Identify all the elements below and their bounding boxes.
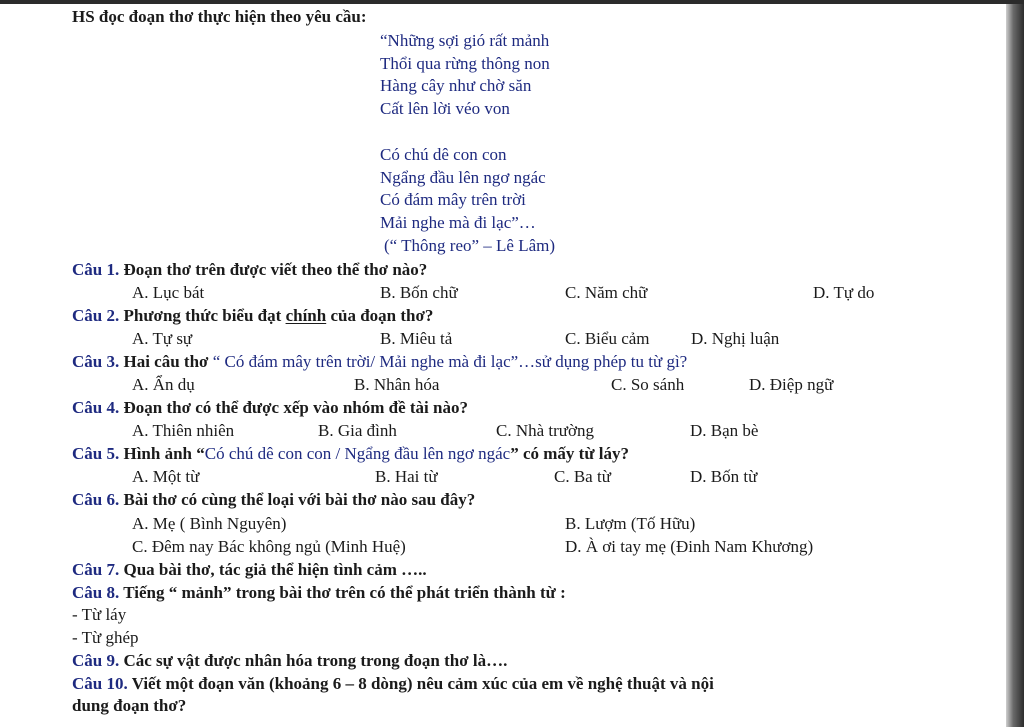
question-2 xyxy=(72,306,433,326)
question-label: Câu 9. xyxy=(72,651,120,670)
question-label: Câu 8. xyxy=(72,583,120,602)
question-text: Phương thức biểu đạt xyxy=(123,306,286,325)
option: C. Đêm nay Bác không ngủ (Minh Huệ) xyxy=(132,537,406,556)
option: D. Bạn bè xyxy=(690,421,759,440)
option: A. Lục bát xyxy=(132,283,205,302)
document-page xyxy=(0,4,1006,727)
poem-line: Hàng cây như chờ săn xyxy=(380,76,532,95)
question-7 xyxy=(72,560,427,580)
question-text: Hình ảnh “ xyxy=(123,444,205,463)
question-text: Đoạn thơ trên được viết theo thể thơ nào? xyxy=(123,260,428,279)
poem-line: Mải nghe mà đi lạc”… xyxy=(380,213,536,232)
question-9 xyxy=(72,651,507,671)
question-quote: Có chú dê con con / Ngẩng đầu lên ngơ ngác xyxy=(204,444,511,463)
poem-line: Có đám mây trên trời xyxy=(380,190,526,209)
option: C. Nhà trường xyxy=(496,421,594,440)
page-edge-shadow xyxy=(1006,4,1024,727)
option: B. Hai từ xyxy=(375,467,438,486)
question-text-continued: dung đoạn thơ? xyxy=(72,696,187,715)
question-6 xyxy=(72,490,475,510)
option: C. Năm chữ xyxy=(565,283,648,302)
option: B. Miêu tả xyxy=(380,329,453,348)
question-text: Hai câu thơ xyxy=(123,352,213,371)
question-label: Câu 6. xyxy=(72,490,120,509)
question-label: Câu 1. xyxy=(72,260,120,279)
question-4 xyxy=(72,398,468,418)
question-quote: “ Có đám mây trên trời/ Mải nghe mà đi lạc”…sử dụng phép tu từ gì? xyxy=(212,352,688,371)
question-text-underlined: chính xyxy=(285,306,327,325)
poem-line: Thổi qua rừng thông non xyxy=(380,54,550,73)
option: B. Lượm (Tố Hữu) xyxy=(565,514,696,533)
question-1 xyxy=(72,260,427,280)
option: D. Điệp ngữ xyxy=(749,375,834,394)
question-text: Các sự vật được nhân hóa trong trong đoạn thơ là…. xyxy=(123,651,508,670)
option: B. Gia đình xyxy=(318,421,397,440)
poem-line: Cất lên lời véo von xyxy=(380,99,510,118)
question-text: Bài thơ có cùng thể loại với bài thơ nào sau đây? xyxy=(123,490,476,509)
question-text: Viết một đoạn văn (khoảng 6 – 8 dòng) nêu cảm xúc của em về nghệ thuật và nội xyxy=(131,674,714,693)
question-8 xyxy=(72,583,566,603)
option: A. Ẩn dụ xyxy=(132,375,195,394)
question-text: Qua bài thơ, tác giả thể hiện tình cảm ….. xyxy=(123,560,427,579)
option: B. Bốn chữ xyxy=(380,283,458,302)
question-text: của đoạn thơ? xyxy=(326,306,434,325)
option: D. Nghị luận xyxy=(691,329,780,348)
question-3 xyxy=(72,352,687,372)
option: D. Tự do xyxy=(813,283,875,302)
option: A. Thiên nhiên xyxy=(132,421,235,440)
poem-line: “Những sợi gió rất mảnh xyxy=(380,31,550,50)
question-label: Câu 3. xyxy=(72,352,120,371)
option: A. Mẹ ( Bình Nguyên) xyxy=(132,514,287,533)
option: D. Bốn từ xyxy=(690,467,758,486)
option: D. À ơi tay mẹ (Đinh Nam Khương) xyxy=(565,537,814,556)
option: A. Một từ xyxy=(132,467,200,486)
poem-line: Có chú dê con con xyxy=(380,145,507,164)
answer-line: - Từ láy xyxy=(72,605,127,624)
question-label: Câu 2. xyxy=(72,306,120,325)
question-label: Câu 10. xyxy=(72,674,128,693)
option: C. Ba từ xyxy=(554,467,611,486)
question-5 xyxy=(72,444,629,464)
question-label: Câu 4. xyxy=(72,398,120,417)
question-text: ” có mấy từ láy? xyxy=(510,444,630,463)
instruction-heading: HS đọc đoạn thơ thực hiện theo yêu cầu: xyxy=(72,7,367,26)
option: A. Tự sự xyxy=(132,329,193,348)
question-text: Đoạn thơ có thể được xếp vào nhóm đề tài nào? xyxy=(123,398,468,417)
poem-source: (“ Thông reo” – Lê Lâm) xyxy=(384,236,556,255)
answer-line: - Từ ghép xyxy=(72,628,139,647)
question-label: Câu 5. xyxy=(72,444,120,463)
poem-line: Ngẩng đầu lên ngơ ngác xyxy=(380,168,546,187)
option: B. Nhân hóa xyxy=(354,375,440,394)
question-label: Câu 7. xyxy=(72,560,120,579)
option: C. Biểu cảm xyxy=(565,329,650,348)
question-10 xyxy=(72,674,714,694)
option: C. So sánh xyxy=(611,375,685,394)
question-text: Tiếng “ mảnh” trong bài thơ trên có thể phát triển thành từ : xyxy=(123,583,566,602)
